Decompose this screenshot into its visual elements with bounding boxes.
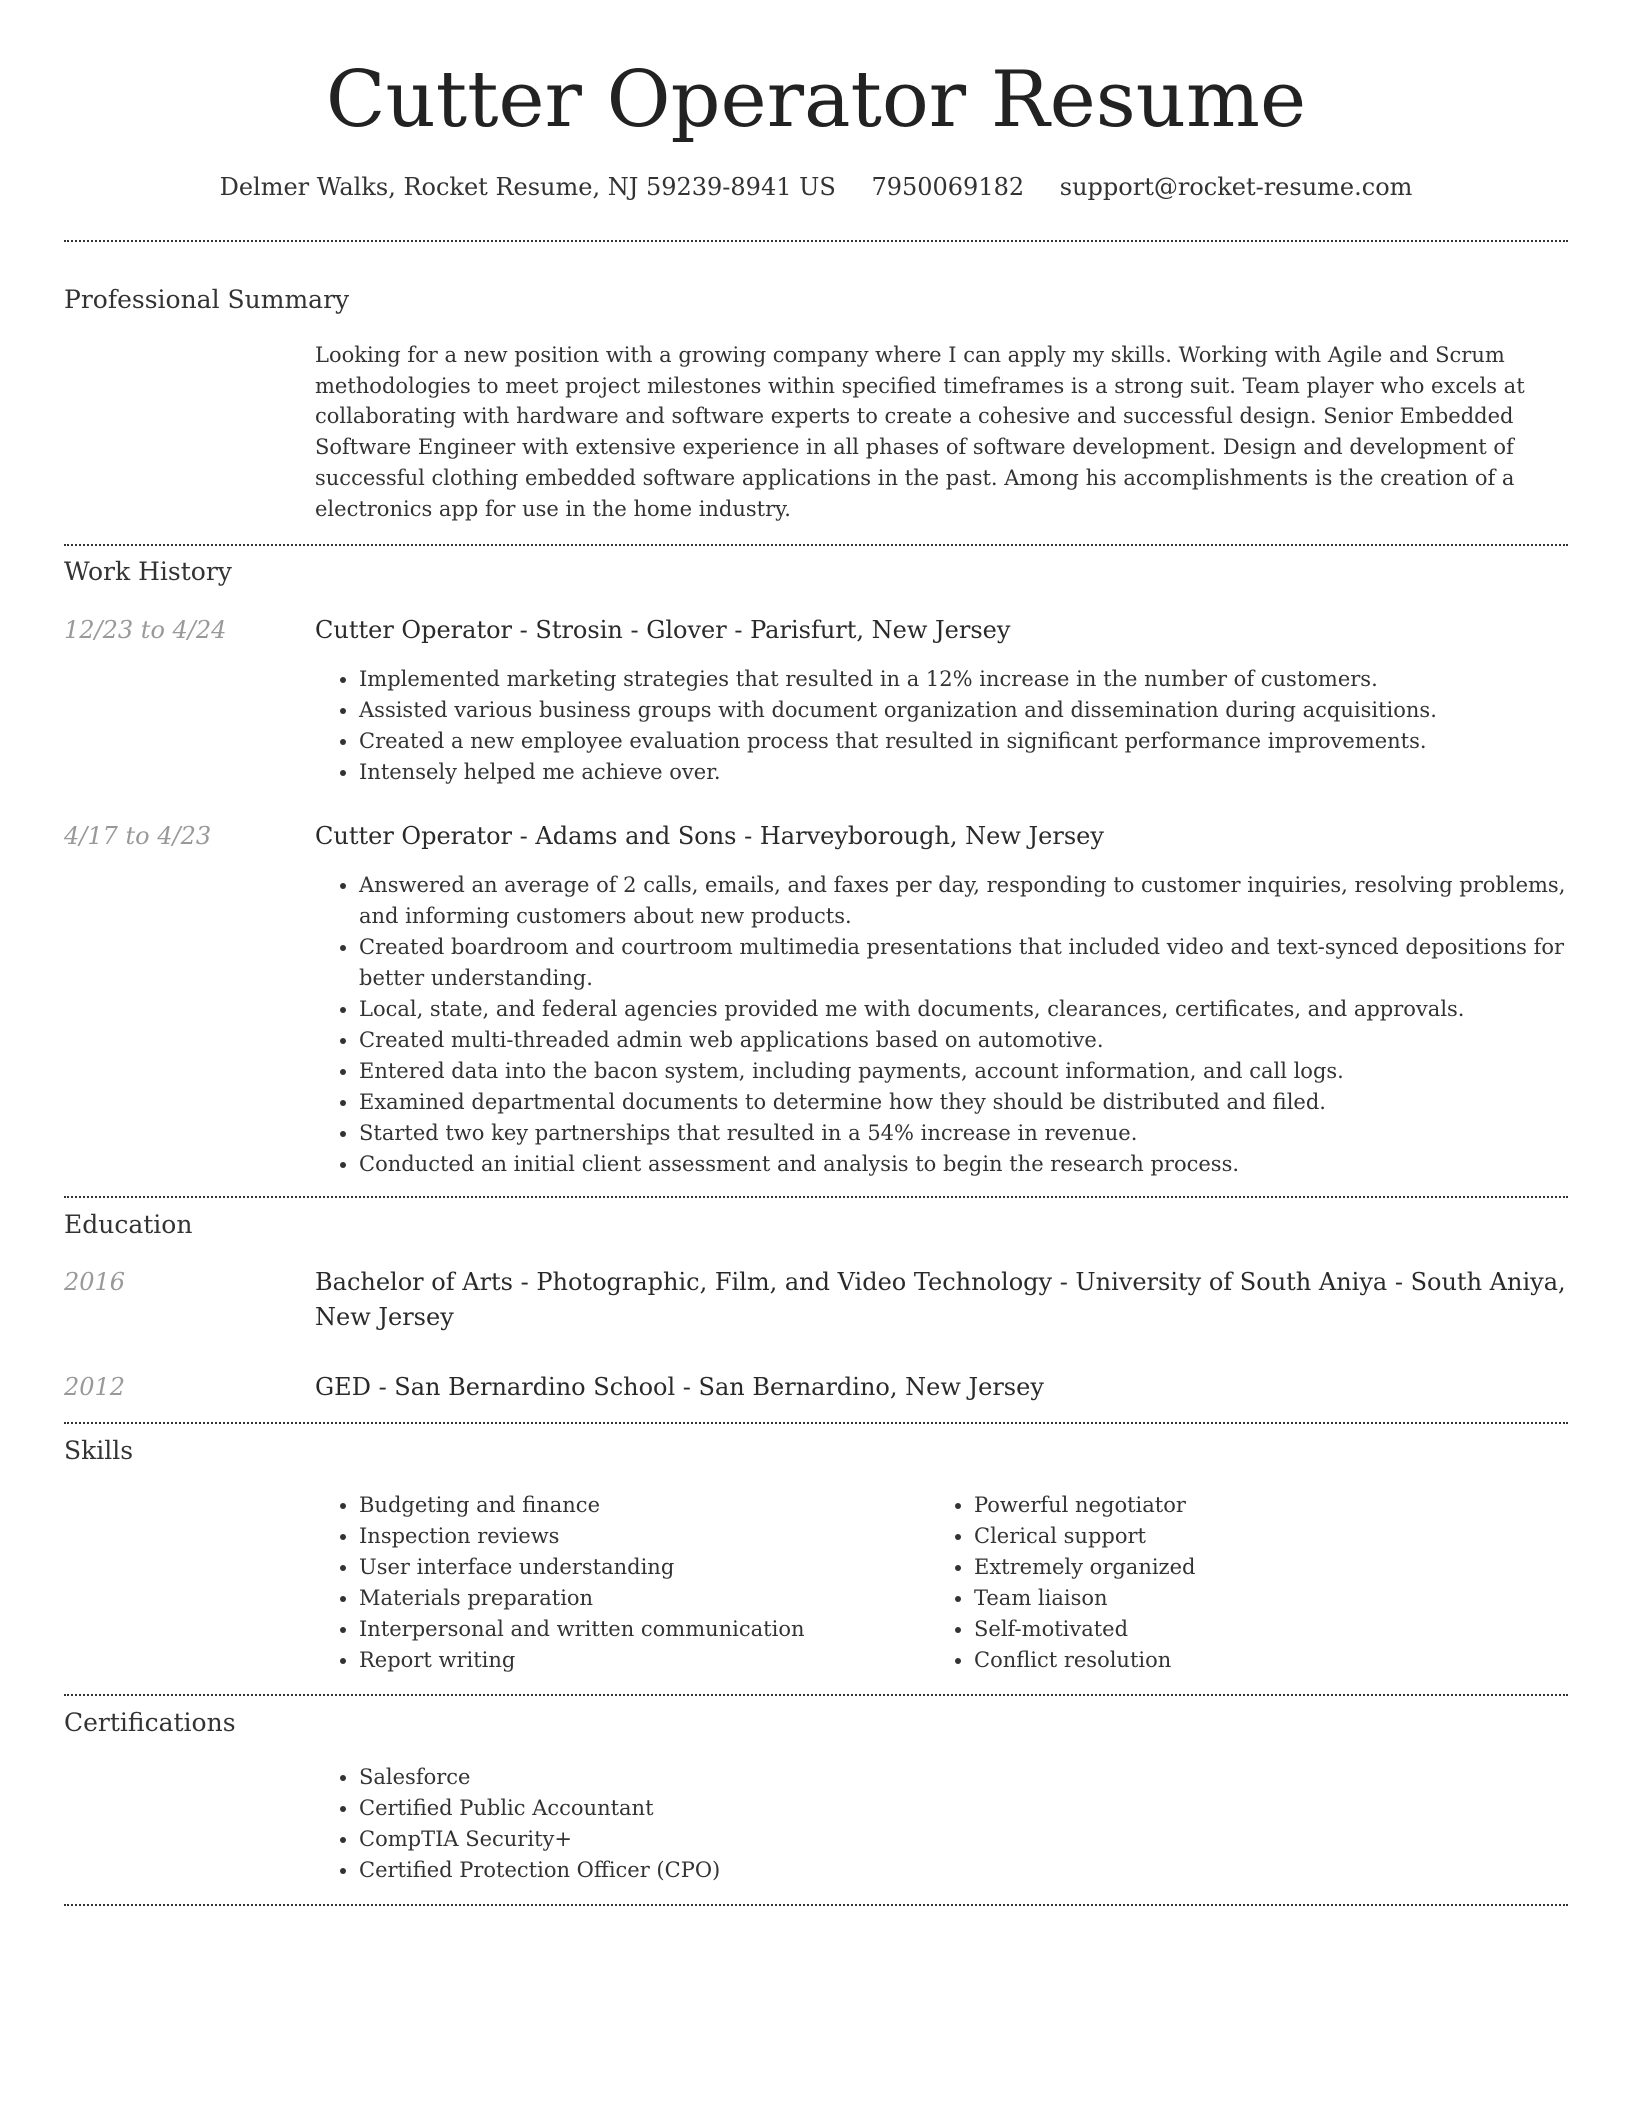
certification-item: • Salesforce [359, 1762, 1568, 1793]
divider [64, 1196, 1568, 1198]
skill-item: • Extremely organized [974, 1552, 1568, 1583]
job-bullet: • Conducted an initial client assessment and analysis to begin the research process. [359, 1149, 1568, 1180]
skill-item: • Self-motivated [974, 1614, 1568, 1645]
summary-text: Looking for a new position with a growing company where I can apply my skills. Working with Agile and Scrum methodologies to meet project milestones within specified timeframes is a strong suit. Team player who excels at collaborating with hardware and software experts to create a cohesive and successful design. Senior Embedded Software Engineer with extensive experience in all phases of software development. Design and development of successful clothing embedded software applications in the past. Among his accomplishments is the creation of a electronics app for use in the home industry. [315, 343, 1525, 521]
skills-list-right [930, 1490, 1568, 1676]
skill-item: • Budgeting and finance [359, 1490, 929, 1521]
section-heading-education: Education [64, 1210, 193, 1239]
job-bullet: • Implemented marketing strategies that resulted in a 12% increase in the number of customers. [359, 664, 1568, 695]
job-bullet: • Created boardroom and courtroom multimedia presentations that included video and text-synced depositions for better understanding. [359, 932, 1568, 994]
resume-title: Cutter Operator Resume [325, 55, 1307, 145]
contact-address: Delmer Walks, Rocket Resume, NJ 59239-8941 US [219, 173, 836, 201]
job-dates: 4/17 to 4/23 [64, 822, 212, 850]
job-bullet: • Created a new employee evaluation process that resulted in significant performance improvements. [359, 726, 1568, 757]
skill-item: • Materials preparation [359, 1583, 929, 1614]
skill-item: • Report writing [359, 1645, 929, 1676]
certification-item: • CompTIA Security+ [359, 1824, 1568, 1855]
job-bullets [315, 870, 1568, 1180]
education-entry: Bachelor of Arts - Photographic, Film, and Video Technology - University of South Aniya - South Aniya, New Jersey [315, 1268, 1566, 1331]
job-title: Cutter Operator - Strosin - Glover - Parisfurt, New Jersey [315, 616, 1011, 644]
section-heading-certifications: Certifications [64, 1708, 236, 1737]
contact-line [64, 170, 1568, 204]
skill-item: • Inspection reviews [359, 1521, 929, 1552]
certifications-list [315, 1762, 1568, 1886]
job-title: Cutter Operator - Adams and Sons - Harveyborough, New Jersey [315, 822, 1104, 850]
job-bullet: • Started two key partnerships that resulted in a 54% increase in revenue. [359, 1118, 1568, 1149]
job-bullet: • Entered data into the bacon system, including payments, account information, and call logs. [359, 1056, 1568, 1087]
job-bullet: • Local, state, and federal agencies provided me with documents, clearances, certificates, and approvals. [359, 994, 1568, 1025]
education-entry: GED - San Bernardino School - San Bernardino, New Jersey [315, 1373, 1044, 1401]
job-bullet: • Created multi-threaded admin web applications based on automotive. [359, 1025, 1568, 1056]
job-bullet: • Assisted various business groups with document organization and dissemination during acquisitions. [359, 695, 1568, 726]
job-bullet: • Answered an average of 2 calls, emails, and faxes per day, responding to customer inquiries, resolving problems, and informing customers about new products. [359, 870, 1568, 932]
certification-item: • Certified Protection Officer (CPO) [359, 1855, 1568, 1886]
skill-item: • Interpersonal and written communication [359, 1614, 929, 1645]
divider [64, 544, 1568, 546]
skill-item: • User interface understanding [359, 1552, 929, 1583]
contact-phone: 7950069182 [871, 173, 1025, 201]
job-dates: 12/23 to 4/24 [64, 616, 227, 644]
education-year: 2016 [64, 1268, 126, 1296]
skill-item: • Clerical support [974, 1521, 1568, 1552]
job-bullet: • Examined departmental documents to determine how they should be distributed and filed. [359, 1087, 1568, 1118]
certification-item: • Certified Public Accountant [359, 1793, 1568, 1824]
contact-email: support@rocket-resume.com [1059, 173, 1413, 201]
skill-item: • Team liaison [974, 1583, 1568, 1614]
skill-item: • Powerful negotiator [974, 1490, 1568, 1521]
skill-item: • Conflict resolution [974, 1645, 1568, 1676]
job-bullet: • Intensely helped me achieve over. [359, 757, 1568, 788]
divider [64, 1694, 1568, 1696]
education-year: 2012 [64, 1373, 126, 1401]
skills-list-left [315, 1490, 929, 1676]
divider [64, 240, 1568, 242]
job-bullets [315, 664, 1568, 788]
divider [64, 1422, 1568, 1424]
section-heading-work-history: Work History [64, 557, 232, 586]
section-heading-skills: Skills [64, 1436, 134, 1465]
section-heading-summary: Professional Summary [64, 285, 350, 314]
divider [64, 1904, 1568, 1906]
